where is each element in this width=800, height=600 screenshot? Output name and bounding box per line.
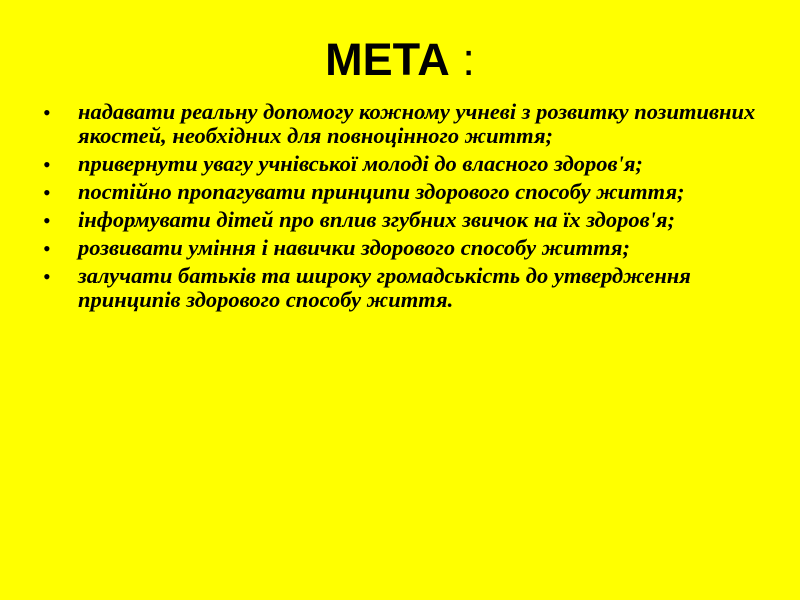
bullet-item-3 (43, 180, 763, 204)
title-colon: : (449, 34, 475, 85)
bullet-text: інформувати дітей про вплив згубних звичок на їх здоров'я; (78, 207, 675, 232)
bullet-icon: • (43, 100, 51, 125)
bullet-text: залучати батьків та широку громадськість до утвердження принципів здорового способу життя. (78, 263, 691, 312)
bullet-text: надавати реальну допомогу кожному учневі з розвитку позитивних якостей, необхідних для повноцінного життя; (78, 99, 756, 148)
bullet-list (43, 100, 763, 316)
bullet-icon: • (43, 152, 51, 177)
bullet-icon: • (43, 180, 51, 205)
bullet-text: привернути увагу учнівської молоді до власного здоров'я; (78, 151, 643, 176)
slide-title (0, 32, 800, 88)
bullet-text: постійно пропагувати принципи здорового способу життя; (78, 179, 685, 204)
bullet-item-2 (43, 152, 763, 176)
bullet-icon: • (43, 208, 51, 233)
bullet-icon: • (43, 236, 51, 261)
bullet-item-1 (43, 100, 763, 148)
bullet-item-6 (43, 264, 763, 312)
bullet-text: розвивати уміння і навички здорового способу життя; (78, 235, 631, 260)
bullet-icon: • (43, 264, 51, 289)
title-text: МЕТА (325, 34, 450, 85)
bullet-item-5 (43, 236, 763, 260)
bullet-item-4 (43, 208, 763, 232)
